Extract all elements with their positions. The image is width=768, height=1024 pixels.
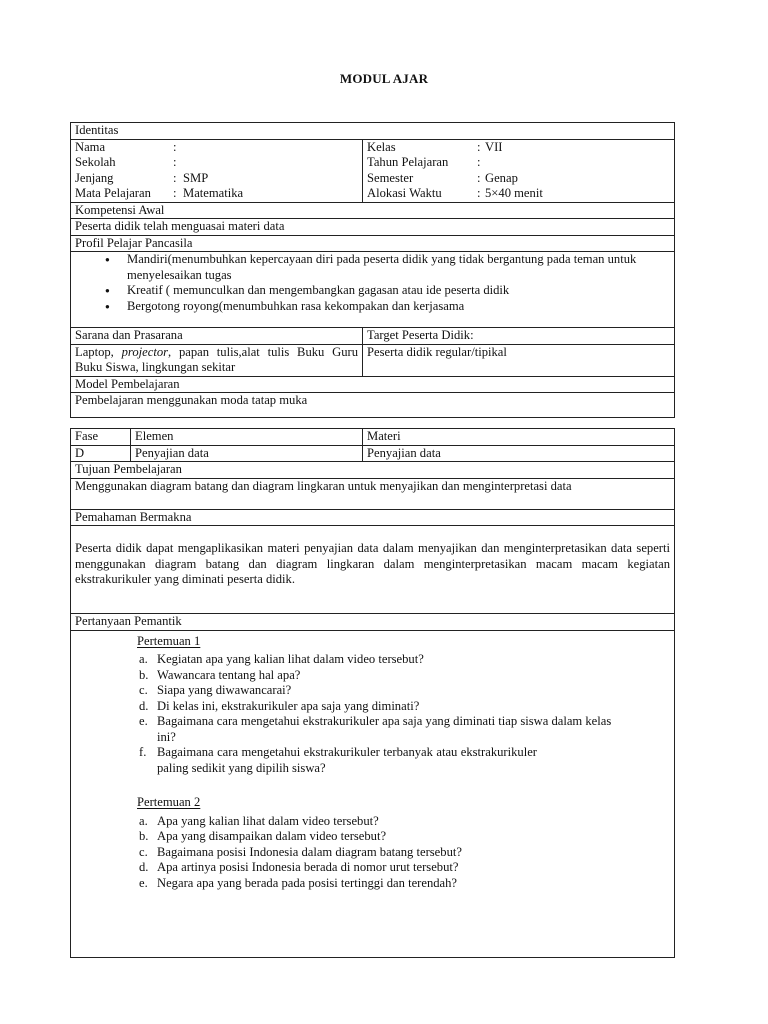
sarana-text: Laptop, projector, papan tulis,alat tulis Buku Guru Buku Siswa, lingkungan sekitar <box>71 344 363 376</box>
meeting-1-questions <box>75 652 670 776</box>
materi-header: Materi <box>363 429 675 446</box>
list-item: c. Bagaimana posisi Indonesia dalam diagram batang tersebut? <box>139 844 462 859</box>
list-item: e. Negara apa yang berada pada posisi tertinggi dan terendah? <box>139 875 458 890</box>
sarana-header: Sarana dan Prasarana <box>71 328 363 345</box>
model-header: Model Pembelajaran <box>71 376 675 393</box>
fase-value: D <box>71 445 131 462</box>
tujuan-header: Tujuan Pembelajaran <box>71 462 675 479</box>
elemen-header: Elemen <box>131 429 363 446</box>
profil-header: Profil Pelajar Pancasila <box>71 235 675 252</box>
document-title: MODUL AJAR <box>339 71 429 86</box>
pertanyaan-header: Pertanyaan Pemantik <box>71 614 675 631</box>
materi-value: Penyajian data <box>363 445 675 462</box>
field-jenjang: Jenjang : SMP <box>75 170 209 185</box>
model-text: Pembelajaran menggunakan moda tatap muka <box>71 393 675 418</box>
meeting-1-title: Pertemuan 1 <box>137 633 201 648</box>
learning-table <box>70 428 675 958</box>
target-text: Peserta didik regular/tipikal <box>363 344 675 376</box>
field-semester: Semester : Genap <box>367 170 518 185</box>
list-item: b. Wawancara tentang hal apa? <box>139 667 301 682</box>
tujuan-text: Menggunakan diagram batang dan diagram lingkaran untuk menyajikan dan menginterpretasi data <box>71 478 675 509</box>
field-mata-pelajaran: Mata Pelajaran : Matematika <box>75 186 244 200</box>
list-item: f. Bagaimana cara mengetahui ekstrakurikuler terbanyak atau ekstrakurikuler paling sedikit yang dipilih siswa? <box>139 745 537 775</box>
list-item: b. Apa yang disampaikan dalam video tersebut? <box>139 829 387 843</box>
list-item: a. Apa yang kalian lihat dalam video tersebut? <box>139 813 379 828</box>
list-item: d. Apa artinya posisi Indonesia berada di nomor urut tersebut? <box>139 860 459 874</box>
profil-list <box>75 252 670 314</box>
pemahaman-header: Pemahaman Bermakna <box>71 509 675 526</box>
kompetensi-text: Peserta didik telah menguasai materi data <box>71 219 675 236</box>
list-item: c. Siapa yang diwawancarai? <box>139 683 292 697</box>
fase-header: Fase <box>71 429 131 446</box>
list-item: ● Mandiri(menumbuhkan kepercayaan diri pada peserta didik yang tidak bergantung pada teman untuk menyelesaikan tugas <box>127 252 670 283</box>
field-kelas: Kelas : VII <box>367 139 503 154</box>
list-item: a. Kegiatan apa yang kalian lihat dalam video tersebut? <box>139 652 424 666</box>
profil-list-cell <box>71 252 675 328</box>
list-item: ● Bergotong royong(menumbuhkan rasa kekompakan dan kerjasama <box>127 299 670 315</box>
pemahaman-text: Peserta didik dapat mengaplikasikan materi penyajian data dalam menyajikan dan menginterpretasikan data seperti menggunakan diagram batang dan diagram lingkaran dalam menginterpretasikan macam macam kegiatan ekstrakurikuler yang diminati peserta didik. <box>71 526 675 614</box>
field-nama: Nama : <box>75 139 177 154</box>
list-item: ● Kreatif ( memunculkan dan mengembangkan gagasan atau ide peserta didik <box>127 283 670 299</box>
identitas-left <box>71 139 363 202</box>
meeting-2-questions <box>75 814 670 892</box>
field-tahun-pelajaran: Tahun Pelajaran : <box>367 155 481 169</box>
identity-table <box>70 122 675 418</box>
identitas-header: Identitas <box>71 123 675 140</box>
kompetensi-header: Kompetensi Awal <box>71 202 675 219</box>
field-alokasi-waktu: Alokasi Waktu : 5×40 menit <box>367 186 543 200</box>
list-item: e. Bagaimana cara mengetahui ekstrakurikuler apa saja yang diminati tiap siswa dalam kelas ini? <box>139 714 612 744</box>
field-sekolah: Sekolah : <box>75 155 177 169</box>
target-header: Target Peserta Didik: <box>363 328 675 345</box>
identitas-right <box>363 139 675 202</box>
list-item: d. Di kelas ini, ekstrakurikuler apa saja yang diminati? <box>139 698 420 713</box>
meeting-2-title: Pertemuan 2 <box>137 795 201 809</box>
elemen-value: Penyajian data <box>131 445 363 462</box>
pertanyaan-body <box>71 630 675 957</box>
